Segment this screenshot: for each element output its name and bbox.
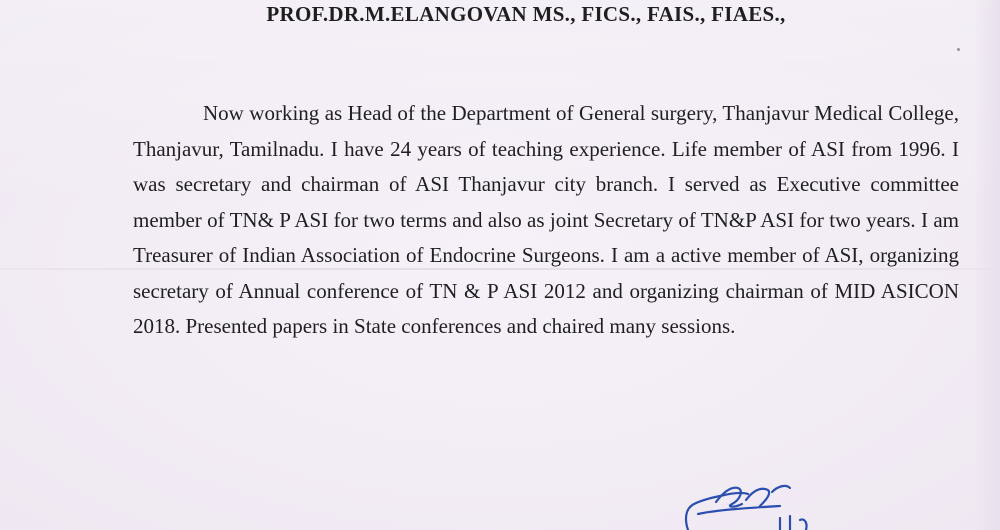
ink-speck [957,48,960,51]
document-heading: PROF.DR.M.ELANGOVAN MS., FICS., FAIS., FIAES., [266,2,786,26]
signature-icon [676,478,826,530]
paper-edge [974,0,1000,530]
biography-paragraph: Now working as Head of the Department of General surgery, Thanjavur Medical College, Thanjavur, Tamilnadu. I have 24 years of teaching experience. Life member of ASI from 1996. I was secretary and chairman of ASI Thanjavur city branch. I served as Executive committee member of TN& P ASI for two terms and also as joint Secretary of TN&P ASI for two years. I am Treasurer of Indian Association of Endocrine Surgeons. I am a active member of ASI, organizing secretary of Annual conference of TN & P ASI 2012 and organizing chairman of MID ASICON 2018. Presented papers in State conferences and chaired many sessions. [133,101,959,338]
